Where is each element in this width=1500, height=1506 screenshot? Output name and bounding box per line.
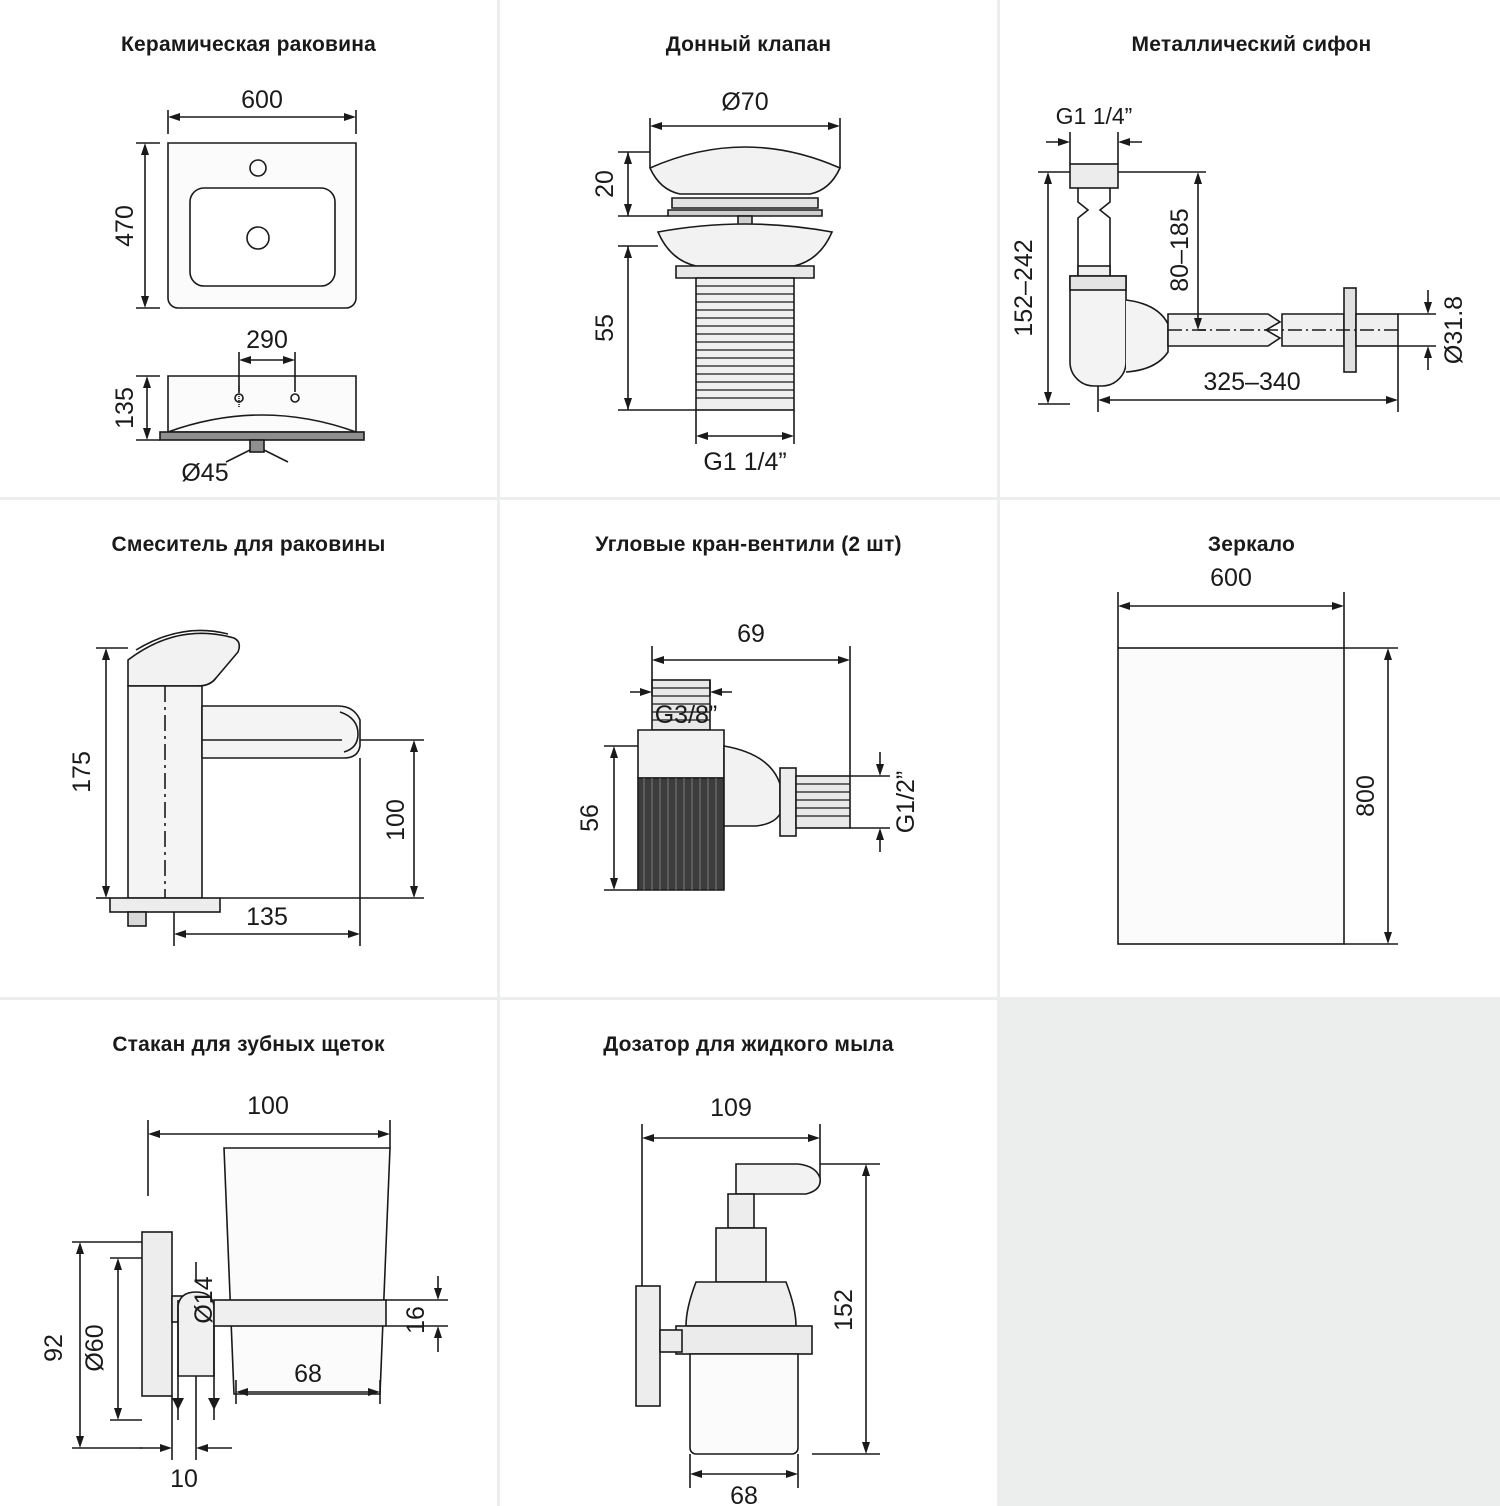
panel-toothbrush-holder <box>0 1000 497 1506</box>
panel-drain-valve <box>500 0 997 497</box>
panel-empty <box>1000 1000 1500 1506</box>
sink-drawing <box>0 0 497 497</box>
soap-dim-68: 68 <box>730 1482 758 1506</box>
panel-angle-valves <box>500 500 997 997</box>
valve-dim-g12: G1/2” <box>892 770 920 834</box>
drain-valve-drawing <box>500 0 997 497</box>
drain-dim-d70: Ø70 <box>721 88 769 116</box>
soap-dim-109: 109 <box>710 1094 752 1122</box>
mirror-drawing <box>1000 500 1500 997</box>
tbh-dim-d60: Ø60 <box>81 1324 109 1372</box>
sink-dim-600: 600 <box>241 86 283 114</box>
siphon-dim-outlet-length: 325–340 <box>1203 368 1301 396</box>
tbh-dim-d14: Ø14 <box>190 1276 218 1324</box>
valve-dim-69: 69 <box>737 620 765 648</box>
panel-title-mirror: Зеркало <box>1207 533 1296 556</box>
sink-dim-d45: Ø45 <box>181 459 229 487</box>
valve-dim-56: 56 <box>576 804 604 832</box>
faucet-drawing <box>0 500 497 997</box>
sink-dim-290: 290 <box>246 326 288 354</box>
siphon-drawing <box>1000 0 1500 497</box>
sink-dim-135: 135 <box>111 387 139 429</box>
faucet-dim-135: 135 <box>246 903 288 931</box>
panel-title-siphon: Металлический сифон <box>1131 33 1372 56</box>
tbh-dim-16: 16 <box>402 1306 430 1334</box>
sink-dim-470: 470 <box>111 205 139 247</box>
panel-mirror <box>1000 500 1500 997</box>
panel-soap-dispenser <box>500 1000 997 1506</box>
mirror-dim-600: 600 <box>1210 564 1252 592</box>
panel-title-soap-dispenser: Дозатор для жидкого мыла <box>603 1033 894 1056</box>
mirror-dim-800: 800 <box>1352 775 1380 817</box>
drain-dim-thread: G1 1/4” <box>703 448 787 476</box>
soap-dispenser-drawing <box>500 1000 997 1506</box>
angle-valves-drawing <box>500 500 997 997</box>
panel-title-toothbrush-holder: Стакан для зубных щеток <box>112 1033 385 1056</box>
siphon-dim-outlet-height: 80–185 <box>1166 208 1194 292</box>
drain-dim-55: 55 <box>591 314 619 342</box>
siphon-dim-pipe-diameter: Ø31.8 <box>1440 295 1468 365</box>
panel-title-faucet: Смеситель для раковины <box>111 533 386 556</box>
panel-siphon <box>1000 0 1500 497</box>
faucet-dim-175: 175 <box>68 751 96 793</box>
panel-sink <box>0 0 497 497</box>
tbh-dim-100: 100 <box>247 1092 289 1120</box>
tbh-dim-10: 10 <box>170 1465 198 1493</box>
panel-faucet <box>0 500 497 997</box>
faucet-dim-100: 100 <box>382 799 410 841</box>
toothbrush-holder-drawing <box>0 1000 497 1506</box>
tbh-dim-92: 92 <box>40 1334 68 1362</box>
siphon-dim-height: 152–242 <box>1010 239 1038 337</box>
valve-dim-g38: G3/8” <box>654 701 718 729</box>
siphon-dim-inlet-thread: G1 1/4” <box>1055 103 1133 129</box>
drain-dim-20: 20 <box>591 170 619 198</box>
panel-title-angle-valves: Угловые кран-вентили (2 шт) <box>595 533 902 556</box>
panel-title-sink: Керамическая раковина <box>121 33 376 56</box>
soap-dim-152: 152 <box>830 1289 858 1331</box>
panel-title-drain-valve: Донный клапан <box>665 33 832 56</box>
tbh-dim-68: 68 <box>294 1360 322 1388</box>
